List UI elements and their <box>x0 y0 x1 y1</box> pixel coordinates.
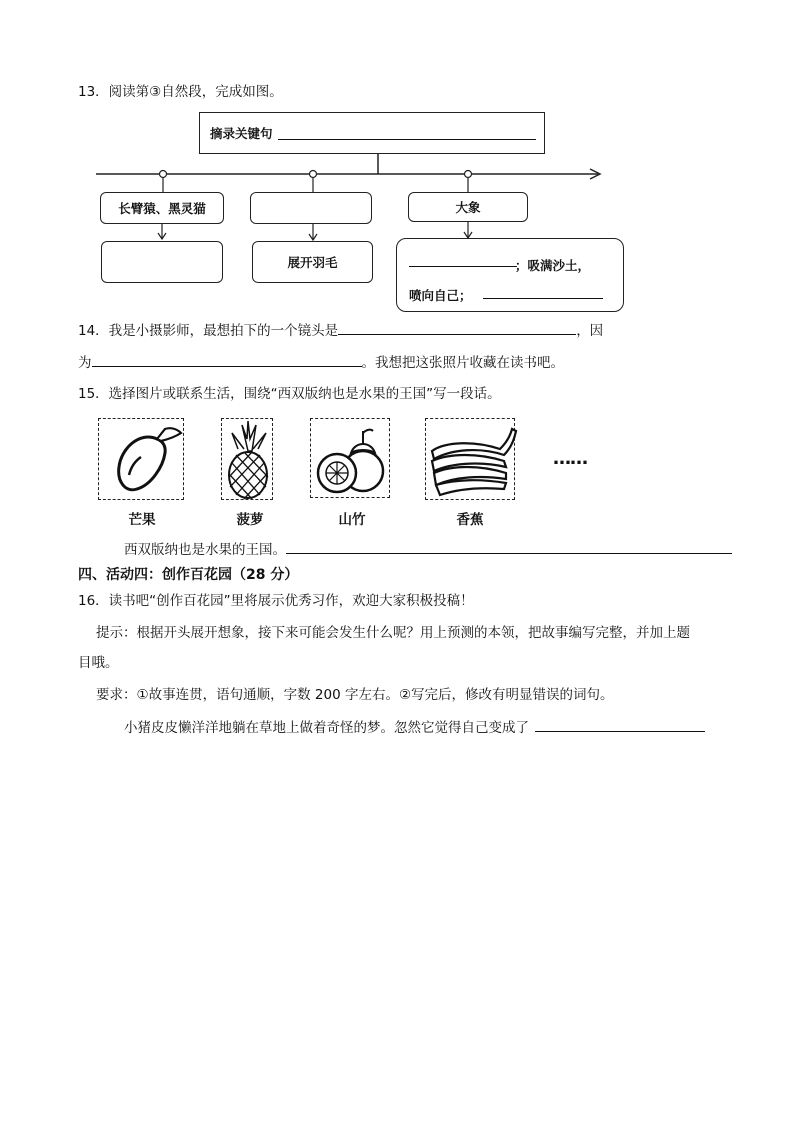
fruit-label-banana: 香蕉 <box>456 512 484 528</box>
mindmap-answer-blank[interactable] <box>101 241 223 283</box>
elephant-blank-2[interactable] <box>483 298 603 299</box>
q14-blank-1[interactable] <box>338 320 576 335</box>
mango-image <box>98 418 184 500</box>
mindmap-node-blank-top[interactable] <box>250 192 372 224</box>
elephant-line1-text: ；吸满沙土， <box>515 258 591 273</box>
key-sentence-box <box>199 112 545 154</box>
mindmap-node-elephant-detail <box>396 238 624 312</box>
q15-answer-blank[interactable] <box>286 539 732 554</box>
q15-label: 15．选择图片或联系生活，围绕“西双版纳也是水果的王国”写一段话。 <box>78 386 501 402</box>
q16-story-blank[interactable] <box>535 717 705 732</box>
q16-label: 16．读书吧“创作百花园”里将展示优秀习作，欢迎大家积极投稿！ <box>78 593 474 609</box>
mindmap-node-elephant: 大象 <box>408 192 528 222</box>
q14-prefix: 14．我是小摄影师，最想拍下的一个镜头是 <box>78 323 339 339</box>
section4-heading: 四、活动四：创作百花园（28 分） <box>78 567 299 583</box>
q15-answer-line <box>124 539 732 560</box>
q16-story-start: 小猪皮皮懒洋洋地躺在草地上做着奇怪的梦。忽然它觉得自己变成了 <box>124 720 529 736</box>
pineapple-icon <box>222 419 274 501</box>
mangosteen-image <box>310 418 390 498</box>
key-sentence-blank[interactable] <box>278 125 536 140</box>
q15-answer-prefix: 西双版纳也是水果的王国。 <box>124 542 286 558</box>
q16-story-line <box>124 717 705 738</box>
q14-line1 <box>78 320 603 341</box>
q16-requirement: 要求：①故事连贯，语句通顺，字数 200 字左右。②写完后，修改有明显错误的词句。 <box>96 687 614 703</box>
q14-blank-2[interactable] <box>92 352 362 367</box>
mango-icon <box>99 419 185 501</box>
fruit-ellipsis: …… <box>553 448 587 469</box>
fruit-label-pineapple: 菠萝 <box>236 512 264 528</box>
q16-hint-line2: 目哦。 <box>78 655 119 671</box>
q14-line2 <box>78 352 564 373</box>
mindmap-node-gibbon: 长臂猿、黑灵猫 <box>100 192 224 224</box>
elephant-blank-1[interactable] <box>409 266 517 267</box>
q14-suffix-2: 。我想把这张照片收藏在读书吧。 <box>361 355 564 371</box>
q14-suffix: ，因 <box>576 323 604 339</box>
key-sentence-label: 摘录关键句 <box>210 126 273 141</box>
fruit-label-mango: 芒果 <box>128 512 156 528</box>
mangosteen-icon <box>311 419 391 499</box>
elephant-line2-text: 喷向自己； <box>409 288 472 303</box>
mindmap-node-feathers: 展开羽毛 <box>252 241 373 283</box>
banana-icon <box>426 419 516 501</box>
fruit-label-mangosteen: 山竹 <box>338 512 366 528</box>
banana-image <box>425 418 515 500</box>
q16-hint-line1: 提示：根据开头展开想象，接下来可能会发生什么呢？用上预测的本领，把故事编写完整，并加上题 <box>96 625 690 641</box>
q13-label: 13．阅读第③自然段，完成如图。 <box>78 84 283 100</box>
q14-prefix-2: 为 <box>78 355 92 371</box>
pineapple-image <box>221 418 273 500</box>
